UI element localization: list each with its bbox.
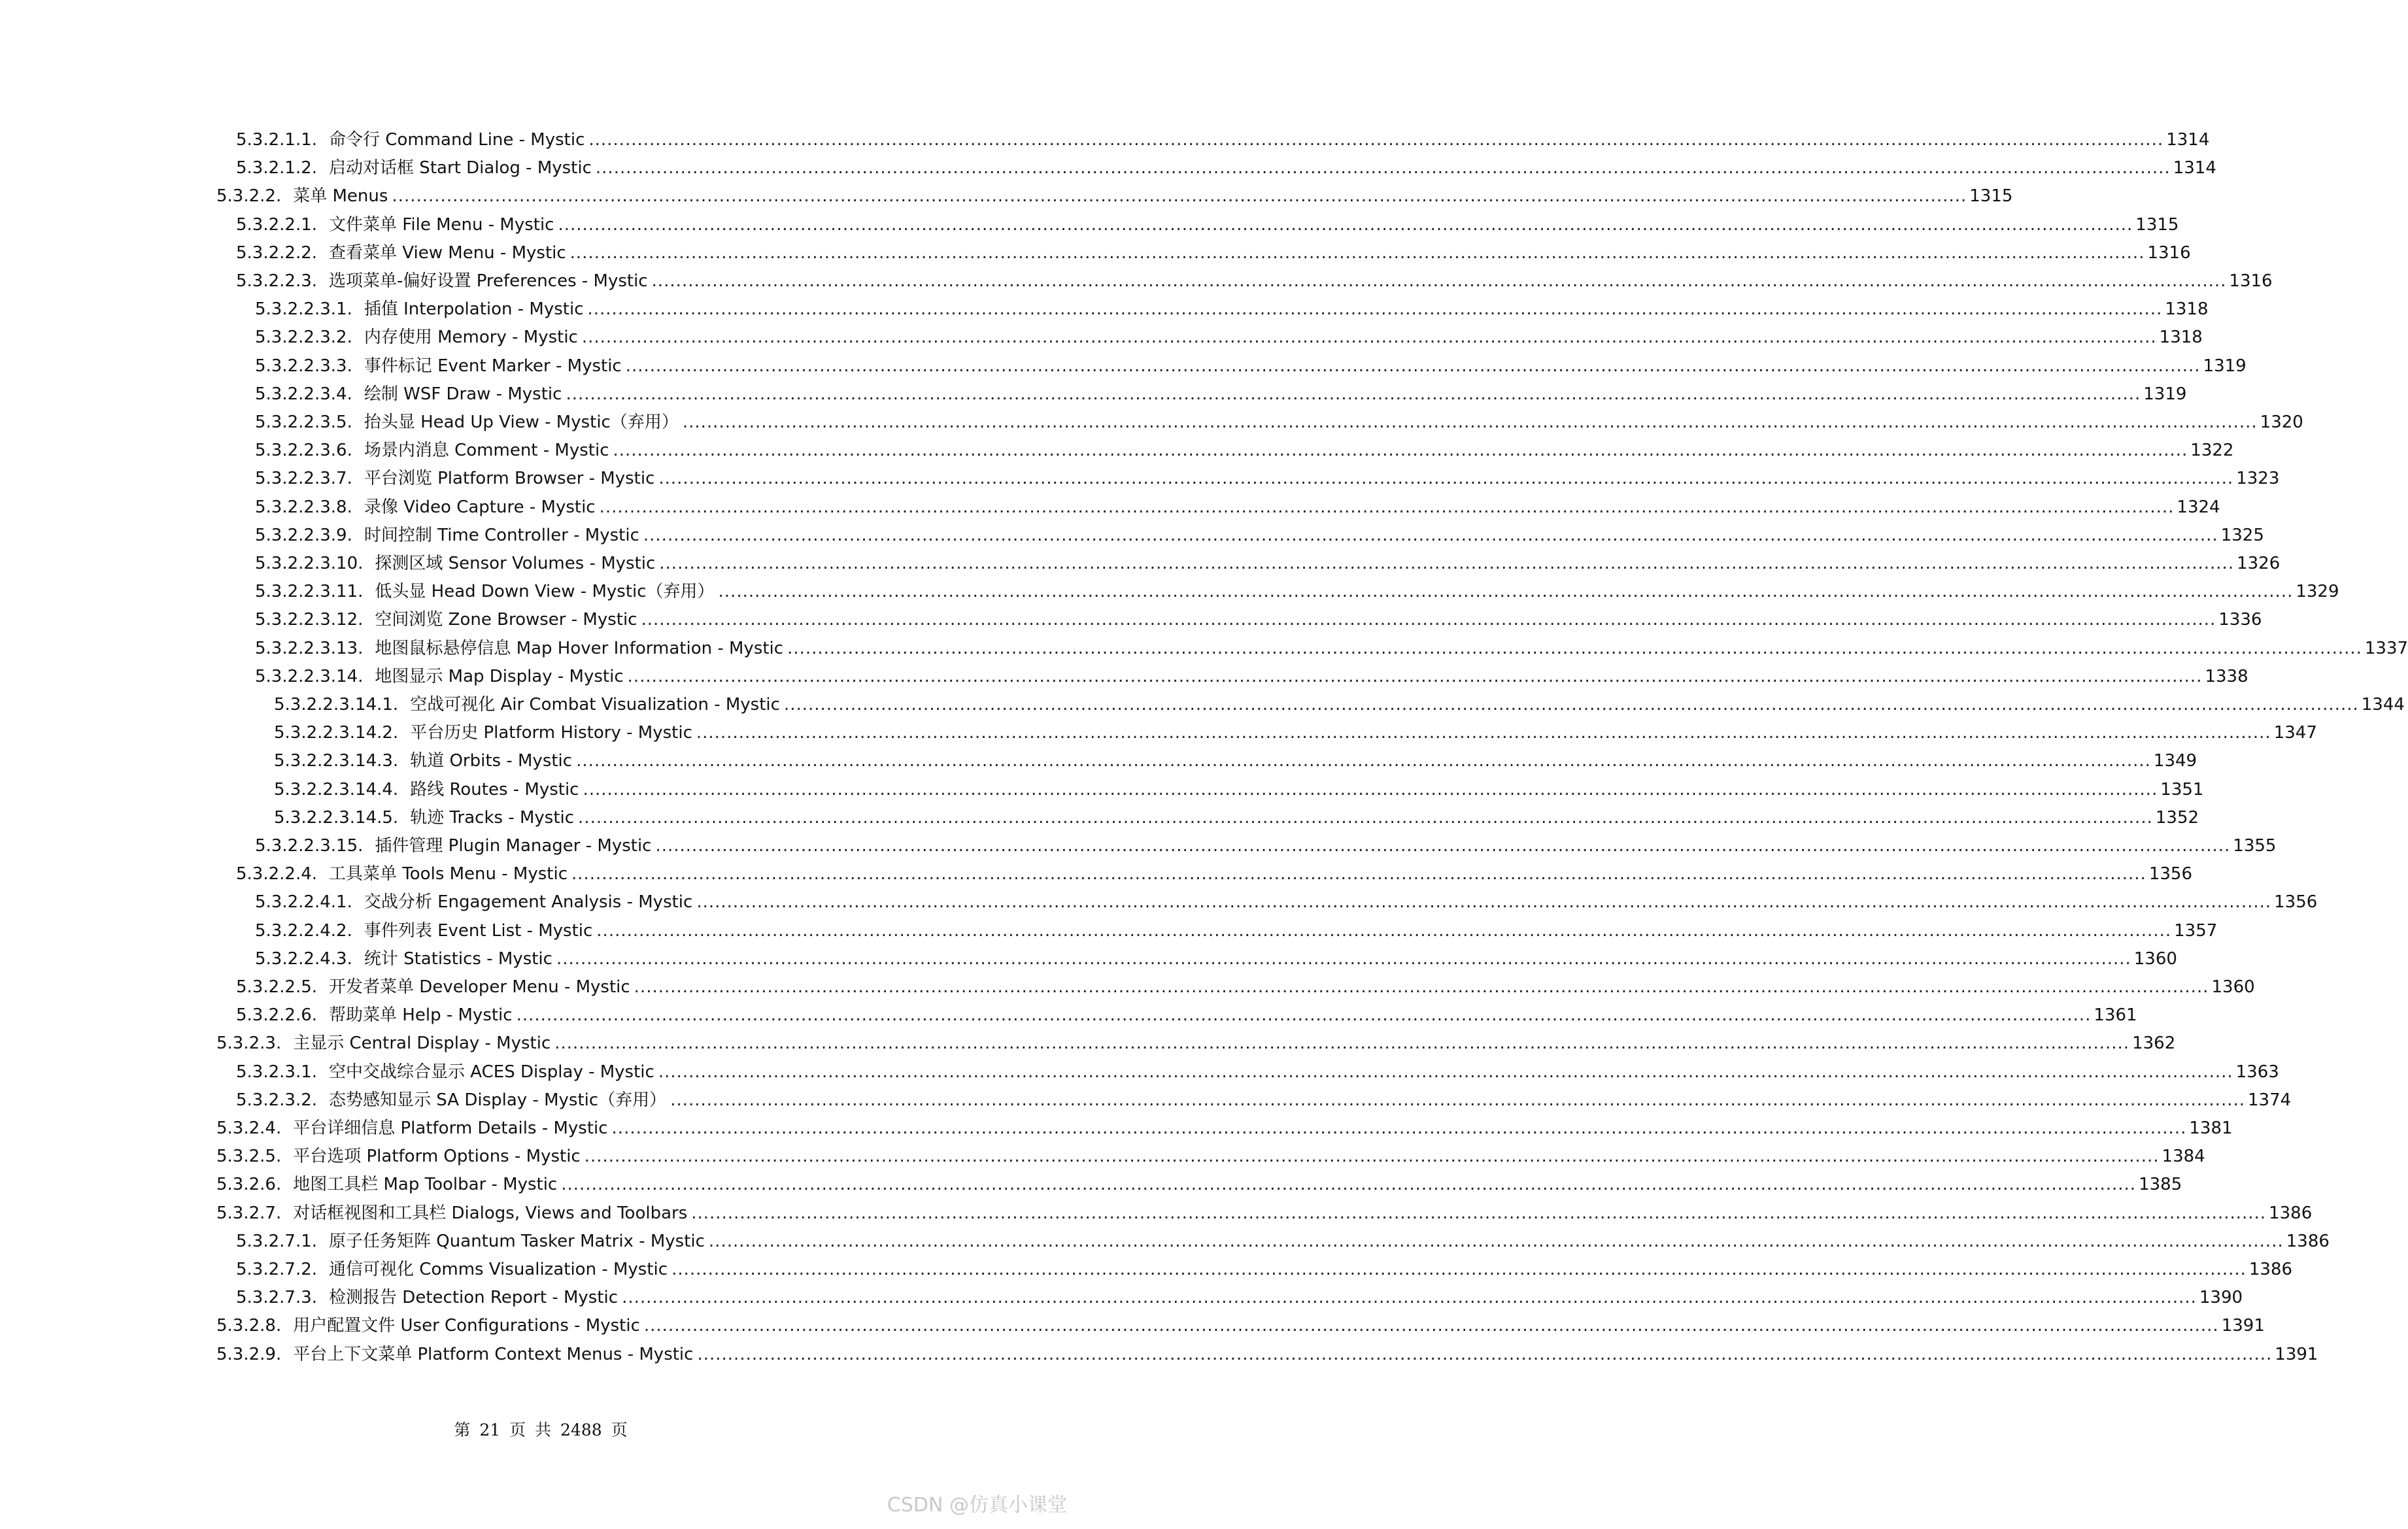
- toc-dot-leader: ....................................................................................................................................................................................................................................................................: [561, 1175, 2137, 1195]
- toc-dot-leader: ....................................................................................................................................................................................................................................................................: [392, 186, 1967, 207]
- toc-entry-page-number: 1315: [2135, 214, 2179, 235]
- toc-entry-title: 统计 Statistics - Mystic: [364, 949, 552, 969]
- toc-entry-title: 插值 Interpolation - Mystic: [364, 299, 584, 320]
- toc-entry-number: 5.3.2.2.3.8.: [255, 497, 352, 517]
- toc-entry-page-number: 1338: [2205, 666, 2248, 686]
- toc-dot-leader: ....................................................................................................................................................................................................................................................................: [611, 1118, 2187, 1138]
- toc-entry-title: 内存使用 Memory - Mystic: [364, 328, 578, 348]
- toc-entry-title: 查看菜单 View Menu - Mystic: [329, 243, 566, 263]
- toc-dot-leader: ....................................................................................................................................................................................................................................................................: [696, 892, 2272, 913]
- toc-entry-number: 5.3.2.7.1.: [236, 1231, 318, 1251]
- toc-entry[interactable]: [216, 185, 2013, 207]
- toc-entry[interactable]: [255, 355, 2247, 377]
- toc-entry-title: 原子任务矩阵 Quantum Tasker Matrix - Mystic: [329, 1231, 705, 1251]
- toc-entry-page-number: 1344: [2361, 695, 2405, 714]
- toc-entry-title: 菜单 Menus: [293, 186, 388, 207]
- toc-dot-leader: ....................................................................................................................................................................................................................................................................: [670, 1090, 2245, 1110]
- toc-entry-title: 帮助菜单 Help - Mystic: [329, 1005, 513, 1026]
- toc-entry-number: 5.3.2.2.3.1.: [255, 299, 352, 320]
- toc-entry-number: 5.3.2.9.: [216, 1344, 282, 1364]
- toc-entry-number: 5.3.2.7.3.: [236, 1288, 318, 1308]
- toc-entry[interactable]: [236, 1004, 2137, 1026]
- toc-entry-number: 5.3.2.7.: [216, 1203, 282, 1223]
- toc-dot-leader: ....................................................................................................................................................................................................................................................................: [558, 214, 2133, 235]
- toc-dot-leader: ....................................................................................................................................................................................................................................................................: [643, 525, 2218, 545]
- toc-entry-page-number: 1349: [2153, 751, 2197, 771]
- toc-dot-leader: ....................................................................................................................................................................................................................................................................: [516, 1005, 2092, 1026]
- toc-entry-title: 场景内消息 Comment - Mystic: [364, 441, 609, 461]
- toc-entry-number: 5.3.2.6.: [216, 1175, 282, 1195]
- toc-dot-leader: ....................................................................................................................................................................................................................................................................: [659, 554, 2235, 573]
- toc-dot-leader: ....................................................................................................................................................................................................................................................................: [682, 412, 2258, 432]
- toc-entry[interactable]: [255, 580, 2339, 603]
- toc-entry-title: 平台选项 Platform Options - Mystic: [293, 1147, 581, 1167]
- toc-dot-leader: ....................................................................................................................................................................................................................................................................: [671, 1260, 2247, 1279]
- toc-entry-page-number: 1326: [2237, 554, 2281, 573]
- toc-entry-page-number: 1362: [2132, 1033, 2176, 1054]
- toc-entry[interactable]: [255, 496, 2220, 518]
- toc-entry-page-number: 1386: [2248, 1260, 2293, 1279]
- toc-entry-title: 命令行 Command Line - Mystic: [329, 130, 585, 150]
- toc-entry-number: 5.3.2.2.3.3.: [255, 356, 352, 376]
- toc-entry-page-number: 1363: [2235, 1062, 2279, 1082]
- toc-entry-number: 5.3.2.5.: [216, 1147, 282, 1167]
- toc-entry-title: 选项菜单-偏好设置 Preferences - Mystic: [329, 271, 648, 291]
- toc-entry[interactable]: [255, 891, 2318, 913]
- toc-entry-title: 空间浏览 Zone Browser - Mystic: [375, 610, 637, 630]
- toc-entry-page-number: 1360: [2211, 977, 2255, 997]
- toc-entry-title: 用户配置文件 User Configurations - Mystic: [293, 1316, 640, 1336]
- toc-dot-leader: ....................................................................................................................................................................................................................................................................: [658, 469, 2234, 489]
- toc-dot-leader: ....................................................................................................................................................................................................................................................................: [556, 949, 2131, 969]
- toc-entry-page-number: 1361: [2094, 1005, 2137, 1026]
- toc-entry-number: 5.3.2.2.3.13.: [255, 638, 364, 658]
- toc-entry-page-number: 1385: [2139, 1175, 2182, 1195]
- toc-entry-page-number: 1390: [2199, 1288, 2243, 1308]
- toc-entry[interactable]: [255, 467, 2280, 490]
- toc-entry[interactable]: [236, 129, 2210, 151]
- toc-entry[interactable]: [216, 1315, 2265, 1337]
- toc-entry[interactable]: [236, 1230, 2330, 1252]
- toc-entry-title: 工具菜单 Tools Menu - Mystic: [329, 864, 568, 884]
- toc-entry-number: 5.3.2.2.3.14.3.: [274, 751, 399, 771]
- toc-dot-leader: ....................................................................................................................................................................................................................................................................: [708, 1231, 2284, 1251]
- toc-entry-number: 5.3.2.2.3.2.: [255, 328, 352, 348]
- toc-entry-title: 启动对话框 Start Dialog - Mystic: [329, 158, 592, 178]
- toc-entry[interactable]: [255, 835, 2277, 857]
- toc-dot-leader: ....................................................................................................................................................................................................................................................................: [625, 356, 2201, 376]
- toc-entry-number: 5.3.2.2.3.15.: [255, 836, 364, 856]
- toc-entry-title: 插件管理 Plugin Manager - Mystic: [375, 836, 652, 856]
- toc-entry-number: 5.3.2.2.3.9.: [255, 525, 352, 545]
- toc-entry-title: 低头显 Head Down View - Mystic（弃用）: [375, 582, 715, 602]
- toc-dot-leader: ....................................................................................................................................................................................................................................................................: [787, 638, 2362, 658]
- toc-entry-page-number: 1381: [2189, 1118, 2233, 1138]
- toc-entry[interactable]: [216, 1202, 2313, 1224]
- toc-entry-page-number: 1356: [2274, 892, 2318, 913]
- toc-entry-page-number: 1316: [2147, 243, 2191, 263]
- toc-entry[interactable]: [255, 326, 2203, 348]
- toc-entry-number: 5.3.2.2.3.14.4.: [274, 779, 399, 799]
- toc-entry[interactable]: [274, 722, 2317, 744]
- toc-dot-leader: ....................................................................................................................................................................................................................................................................: [576, 751, 2151, 771]
- toc-entry-page-number: 1316: [2229, 271, 2273, 291]
- toc-dot-leader: ....................................................................................................................................................................................................................................................................: [651, 271, 2227, 291]
- toc-entry-page-number: 1318: [2159, 328, 2203, 348]
- toc-entry-title: 时间控制 Time Controller - Mystic: [364, 525, 639, 545]
- toc-entry-number: 5.3.2.3.2.: [236, 1090, 318, 1110]
- toc-dot-leader: ....................................................................................................................................................................................................................................................................: [691, 1203, 2267, 1223]
- toc-entry-page-number: 1322: [2190, 441, 2234, 461]
- toc-entry[interactable]: [236, 863, 2192, 885]
- toc-dot-leader: ....................................................................................................................................................................................................................................................................: [581, 328, 2157, 348]
- toc-entry-number: 5.3.2.1.1.: [236, 130, 318, 150]
- toc-entry-page-number: 1351: [2160, 779, 2204, 799]
- toc-entry[interactable]: [274, 779, 2204, 801]
- toc-entry-title: 检测报告 Detection Report - Mystic: [329, 1288, 619, 1308]
- toc-entry-title: 平台上下文菜单 Platform Context Menus - Mystic: [293, 1344, 694, 1364]
- toc-entry-page-number: 1318: [2165, 299, 2209, 320]
- toc-entry-page-number: 1386: [2286, 1231, 2330, 1251]
- toc-entry-number: 5.3.2.2.4.2.: [255, 920, 352, 941]
- toc-entry[interactable]: [255, 411, 2303, 433]
- toc-entry[interactable]: [216, 1145, 2205, 1168]
- toc-entry-title: 态势感知显示 SA Display - Mystic（弃用）: [329, 1090, 667, 1110]
- toc-entry-title: 探测区域 Sensor Volumes - Mystic: [375, 554, 656, 573]
- toc-entry[interactable]: [236, 1286, 2243, 1309]
- toc-entry[interactable]: [255, 298, 2209, 320]
- toc-entry-page-number: 1320: [2260, 412, 2303, 432]
- toc-dot-leader: ....................................................................................................................................................................................................................................................................: [613, 441, 2188, 461]
- toc-entry-title: 地图显示 Map Display - Mystic: [375, 666, 624, 686]
- toc-dot-leader: ....................................................................................................................................................................................................................................................................: [571, 864, 2146, 884]
- toc-entry-number: 5.3.2.2.3.: [236, 271, 318, 291]
- toc-entry-title: 文件菜单 File Menu - Mystic: [329, 214, 554, 235]
- toc-entry[interactable]: [255, 665, 2248, 688]
- toc-entry-number: 5.3.2.2.4.1.: [255, 892, 352, 913]
- toc-dot-leader: ....................................................................................................................................................................................................................................................................: [588, 130, 2164, 150]
- toc-dot-leader: ....................................................................................................................................................................................................................................................................: [697, 1344, 2273, 1364]
- toc-entry-number: 5.3.2.2.3.5.: [255, 412, 352, 432]
- toc-entry-page-number: 1336: [2218, 610, 2262, 630]
- page-footer: 第 21 页 共 2488 页: [454, 1420, 628, 1439]
- toc-entry-page-number: 1324: [2177, 497, 2220, 517]
- toc-entry-page-number: 1329: [2296, 582, 2339, 602]
- toc-dot-leader: ....................................................................................................................................................................................................................................................................: [599, 497, 2175, 517]
- toc-dot-leader: ....................................................................................................................................................................................................................................................................: [554, 1033, 2130, 1054]
- toc-entry-number: 5.3.2.2.3.14.1.: [274, 695, 399, 714]
- toc-entry-title: 轨迹 Tracks - Mystic: [410, 807, 575, 828]
- toc-entry-number: 5.3.2.3.: [216, 1033, 282, 1054]
- toc-entry-title: 开发者菜单 Developer Menu - Mystic: [329, 977, 630, 997]
- toc-entry-number: 5.3.2.2.3.12.: [255, 610, 364, 630]
- toc-entry-page-number: 1314: [2173, 158, 2216, 178]
- toc-entry[interactable]: [255, 439, 2234, 462]
- toc-entry[interactable]: [255, 948, 2177, 970]
- toc-dot-leader: ....................................................................................................................................................................................................................................................................: [658, 1062, 2233, 1082]
- toc-dot-leader: ....................................................................................................................................................................................................................................................................: [584, 1147, 2160, 1167]
- toc-entry-title: 空中交战综合显示 ACES Display - Mystic: [329, 1062, 654, 1082]
- toc-entry-title: 平台历史 Platform History - Mystic: [410, 723, 692, 743]
- toc-entry[interactable]: [236, 1258, 2293, 1281]
- toc-entry-title: 轨道 Orbits - Mystic: [410, 751, 573, 771]
- toc-dot-leader: ....................................................................................................................................................................................................................................................................: [643, 1316, 2219, 1336]
- toc-entry-title: 空战可视化 Air Combat Visualization - Mystic: [410, 695, 780, 714]
- toc-entry-title: 地图鼠标悬停信息 Map Hover Information - Mystic: [375, 638, 784, 658]
- toc-entry-number: 5.3.2.2.2.: [236, 243, 318, 263]
- toc-dot-leader: ....................................................................................................................................................................................................................................................................: [783, 695, 2359, 714]
- toc-entry-page-number: 1391: [2221, 1316, 2265, 1336]
- toc-dot-leader: ....................................................................................................................................................................................................................................................................: [655, 836, 2231, 856]
- toc-entry-number: 5.3.2.3.1.: [236, 1062, 318, 1082]
- toc-entry-page-number: 1347: [2273, 723, 2317, 743]
- toc-entry-page-number: 1384: [2162, 1147, 2205, 1167]
- toc-entry-number: 5.3.2.2.3.14.2.: [274, 723, 399, 743]
- toc-entry[interactable]: [255, 637, 2408, 660]
- toc-entry-page-number: 1315: [1969, 186, 2013, 207]
- toc-entry-title: 平台浏览 Platform Browser - Mystic: [364, 469, 655, 489]
- toc-entry[interactable]: [216, 1343, 2318, 1366]
- toc-entry-page-number: 1314: [2166, 130, 2210, 150]
- watermark: CSDN @仿真小课堂: [887, 1494, 1067, 1517]
- toc-entry-page-number: 1356: [2148, 864, 2192, 884]
- toc-entry[interactable]: [236, 214, 2179, 236]
- toc-entry-page-number: 1319: [2143, 384, 2187, 404]
- toc-entry-page-number: 1355: [2233, 836, 2277, 856]
- toc-entry[interactable]: [236, 157, 2216, 179]
- toc-entry-number: 5.3.2.4.: [216, 1118, 282, 1138]
- toc-entry[interactable]: [255, 383, 2187, 405]
- toc-entry-page-number: 1319: [2203, 356, 2247, 376]
- toc-dot-leader: ....................................................................................................................................................................................................................................................................: [569, 243, 2145, 263]
- toc-entry-number: 5.3.2.2.3.11.: [255, 582, 364, 602]
- toc-entry-number: 5.3.2.2.3.7.: [255, 469, 352, 489]
- toc-entry-title: 地图工具栏 Map Toolbar - Mystic: [293, 1175, 558, 1195]
- toc-entry-number: 5.3.2.2.6.: [236, 1005, 318, 1026]
- toc-entry-number: 5.3.2.2.3.4.: [255, 384, 352, 404]
- toc-entry[interactable]: [216, 1117, 2233, 1139]
- toc-entry[interactable]: [236, 976, 2255, 998]
- toc-entry-title: 交战分析 Engagement Analysis - Mystic: [364, 892, 693, 913]
- toc-entry-number: 5.3.2.1.2.: [236, 158, 318, 178]
- toc-entry-number: 5.3.2.2.1.: [236, 214, 318, 235]
- toc-dot-leader: ....................................................................................................................................................................................................................................................................: [578, 807, 2153, 828]
- toc-dot-leader: ....................................................................................................................................................................................................................................................................: [718, 582, 2294, 602]
- toc-entry-number: 5.3.2.2.4.3.: [255, 949, 352, 969]
- toc-dot-leader: ....................................................................................................................................................................................................................................................................: [596, 920, 2172, 941]
- toc-dot-leader: ....................................................................................................................................................................................................................................................................: [622, 1288, 2197, 1308]
- toc-entry[interactable]: [236, 1061, 2279, 1083]
- toc-entry-number: 5.3.2.2.5.: [236, 977, 318, 997]
- toc-entry-page-number: 1323: [2236, 469, 2280, 489]
- toc-dot-leader: ....................................................................................................................................................................................................................................................................: [627, 666, 2203, 686]
- toc-entry[interactable]: [255, 609, 2262, 631]
- toc-entry-page-number: 1357: [2174, 920, 2218, 941]
- toc-entry-title: 通信可视化 Comms Visualization - Mystic: [329, 1260, 668, 1279]
- toc-entry-page-number: 1386: [2269, 1203, 2313, 1223]
- toc-entry-title: 事件标记 Event Marker - Mystic: [364, 356, 622, 376]
- toc-entry-number: 5.3.2.8.: [216, 1316, 282, 1336]
- toc-entry[interactable]: [274, 750, 2197, 772]
- toc-entry-page-number: 1360: [2133, 949, 2177, 969]
- toc-entry[interactable]: [255, 920, 2218, 942]
- toc-entry[interactable]: [236, 1089, 2292, 1111]
- toc-entry-page-number: 1391: [2275, 1344, 2318, 1364]
- toc-entry-title: 平台详细信息 Platform Details - Mystic: [293, 1118, 608, 1138]
- toc-entry-page-number: 1337: [2364, 638, 2408, 658]
- toc-entry-page-number: 1325: [2220, 525, 2264, 545]
- toc-entry-title: 录像 Video Capture - Mystic: [364, 497, 596, 517]
- toc-dot-leader: ....................................................................................................................................................................................................................................................................: [595, 158, 2171, 178]
- toc-entry-title: 绘制 WSF Draw - Mystic: [364, 384, 562, 404]
- toc-entry[interactable]: [236, 270, 2273, 292]
- toc-entry[interactable]: [216, 1032, 2176, 1054]
- toc-entry-title: 抬头显 Head Up View - Mystic（弃用）: [364, 412, 679, 432]
- toc-dot-leader: ....................................................................................................................................................................................................................................................................: [641, 610, 2216, 630]
- toc-entry[interactable]: [255, 524, 2264, 546]
- toc-entry-number: 5.3.2.2.4.: [236, 864, 318, 884]
- toc-dot-leader: ....................................................................................................................................................................................................................................................................: [634, 977, 2209, 997]
- toc-entry-number: 5.3.2.2.: [216, 186, 282, 207]
- toc-entry-number: 5.3.2.7.2.: [236, 1260, 318, 1279]
- toc-entry-title: 事件列表 Event List - Mystic: [364, 920, 593, 941]
- toc-entry-title: 路线 Routes - Mystic: [410, 779, 579, 799]
- toc-entry-title: 主显示 Central Display - Mystic: [293, 1033, 551, 1054]
- toc-entry[interactable]: [274, 694, 2405, 716]
- toc-entry-number: 5.3.2.2.3.14.5.: [274, 807, 399, 828]
- toc-entry-number: 5.3.2.2.3.14.: [255, 666, 364, 686]
- toc-entry[interactable]: [255, 552, 2281, 575]
- toc-dot-leader: ....................................................................................................................................................................................................................................................................: [696, 723, 2271, 743]
- toc-entry-page-number: 1374: [2248, 1090, 2292, 1110]
- toc-entry[interactable]: [216, 1173, 2182, 1196]
- toc-entry[interactable]: [236, 242, 2191, 264]
- toc-dot-leader: ....................................................................................................................................................................................................................................................................: [566, 384, 2141, 404]
- toc-dot-leader: ....................................................................................................................................................................................................................................................................: [587, 299, 2163, 320]
- toc-entry-number: 5.3.2.2.3.6.: [255, 441, 352, 461]
- toc-entry-title: 对话框视图和工具栏 Dialogs, Views and Toolbars: [293, 1203, 688, 1223]
- toc-entry[interactable]: [274, 807, 2199, 829]
- toc-entry-page-number: 1352: [2155, 807, 2199, 828]
- toc-entry-number: 5.3.2.2.3.10.: [255, 554, 364, 573]
- toc-dot-leader: ....................................................................................................................................................................................................................................................................: [583, 779, 2158, 799]
